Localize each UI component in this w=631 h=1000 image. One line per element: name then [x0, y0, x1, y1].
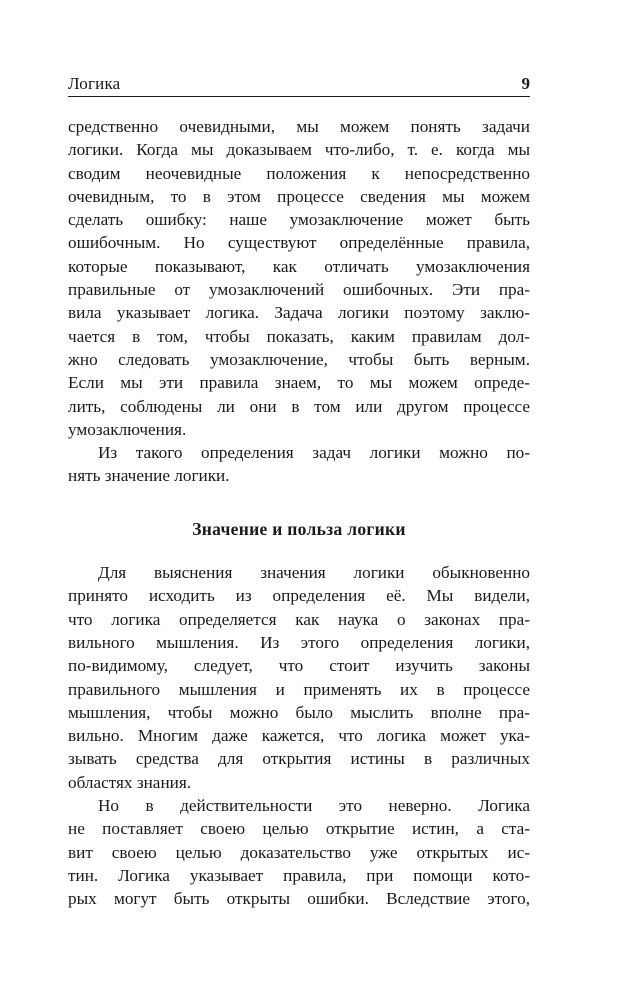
running-title: Логика [68, 74, 121, 93]
text-line: вила указывает логика. Задача логики поэтому заклю- [68, 303, 530, 323]
text-line: сделать ошибку: наше умозаключение может быть [68, 210, 530, 230]
paragraph-1 [68, 115, 530, 441]
text-line: принято исходить из определения её. Мы видели, [68, 586, 530, 606]
text-line: которые показывают, как отличать умозаключения [68, 256, 530, 276]
text-line: зывать средства для открытия истины в различных [68, 749, 530, 769]
text-line: мышления, чтобы можно было мыслить вполне пра- [68, 702, 530, 722]
text-line: Но в действительности это неверно. Логика [98, 796, 530, 816]
text-line: вильно. Многим даже кажется, что логика может ука- [68, 726, 530, 746]
text-line: тин. Логика указывает правила, при помощи кото- [68, 865, 530, 885]
running-header [68, 70, 530, 97]
paragraph-4 [68, 794, 530, 910]
paragraph-3 [68, 561, 530, 794]
text-line: очевидным, то в этом процессе сведения мы можем [68, 186, 530, 206]
paragraph-2 [68, 441, 530, 488]
book-page [68, 70, 530, 911]
text-line: областях знания. [68, 772, 192, 792]
text-line: Если мы эти правила знаем, то мы можем опреде- [68, 373, 530, 393]
text-line: рых могут быть открыты ошибки. Вследствие этого, [68, 889, 530, 909]
text-line: чается в том, чтобы показать, каким правилам дол- [68, 326, 530, 346]
text-line: правильного мышления и применять их в процессе [68, 679, 530, 699]
text-line: Для выяснения значения логики обыкновенно [98, 563, 530, 583]
page-number: 9 [521, 74, 530, 93]
section-heading: Значение и польза логики [192, 518, 406, 539]
text-line: не поставляет своею целью открытие истин, а ста- [68, 819, 530, 839]
text-line: Из такого определения задач логики можно по- [98, 443, 530, 463]
text-line: жно следовать умозаключение, чтобы быть верным. [68, 349, 530, 369]
text-line: вит своею целью доказательство уже открытых ис- [68, 842, 530, 862]
text-line: нять значение логики. [68, 466, 230, 486]
text-line: средственно очевидными, мы можем понять задачи [68, 117, 530, 136]
text-line: логики. Когда мы доказываем что-либо, т. е. когда мы [68, 140, 530, 160]
text-line: умозаключения. [68, 419, 187, 439]
text-line: ошибочным. Но существуют определённые правила, [68, 233, 530, 253]
text-line: вильного мышления. Из этого определения логики, [68, 632, 530, 652]
text-line: лить, соблюдены ли они в том или другом процессе [68, 396, 530, 416]
text-line: что логика определяется как наука о законах пра- [68, 609, 530, 629]
page-body [68, 115, 530, 911]
text-line: по-видимому, следует, что стоит изучить законы [68, 656, 530, 676]
text-line: сводим неочевидные положения к непосредственно [68, 163, 530, 183]
text-line: правильные от умозаключений ошибочных. Эти пра- [68, 280, 530, 300]
